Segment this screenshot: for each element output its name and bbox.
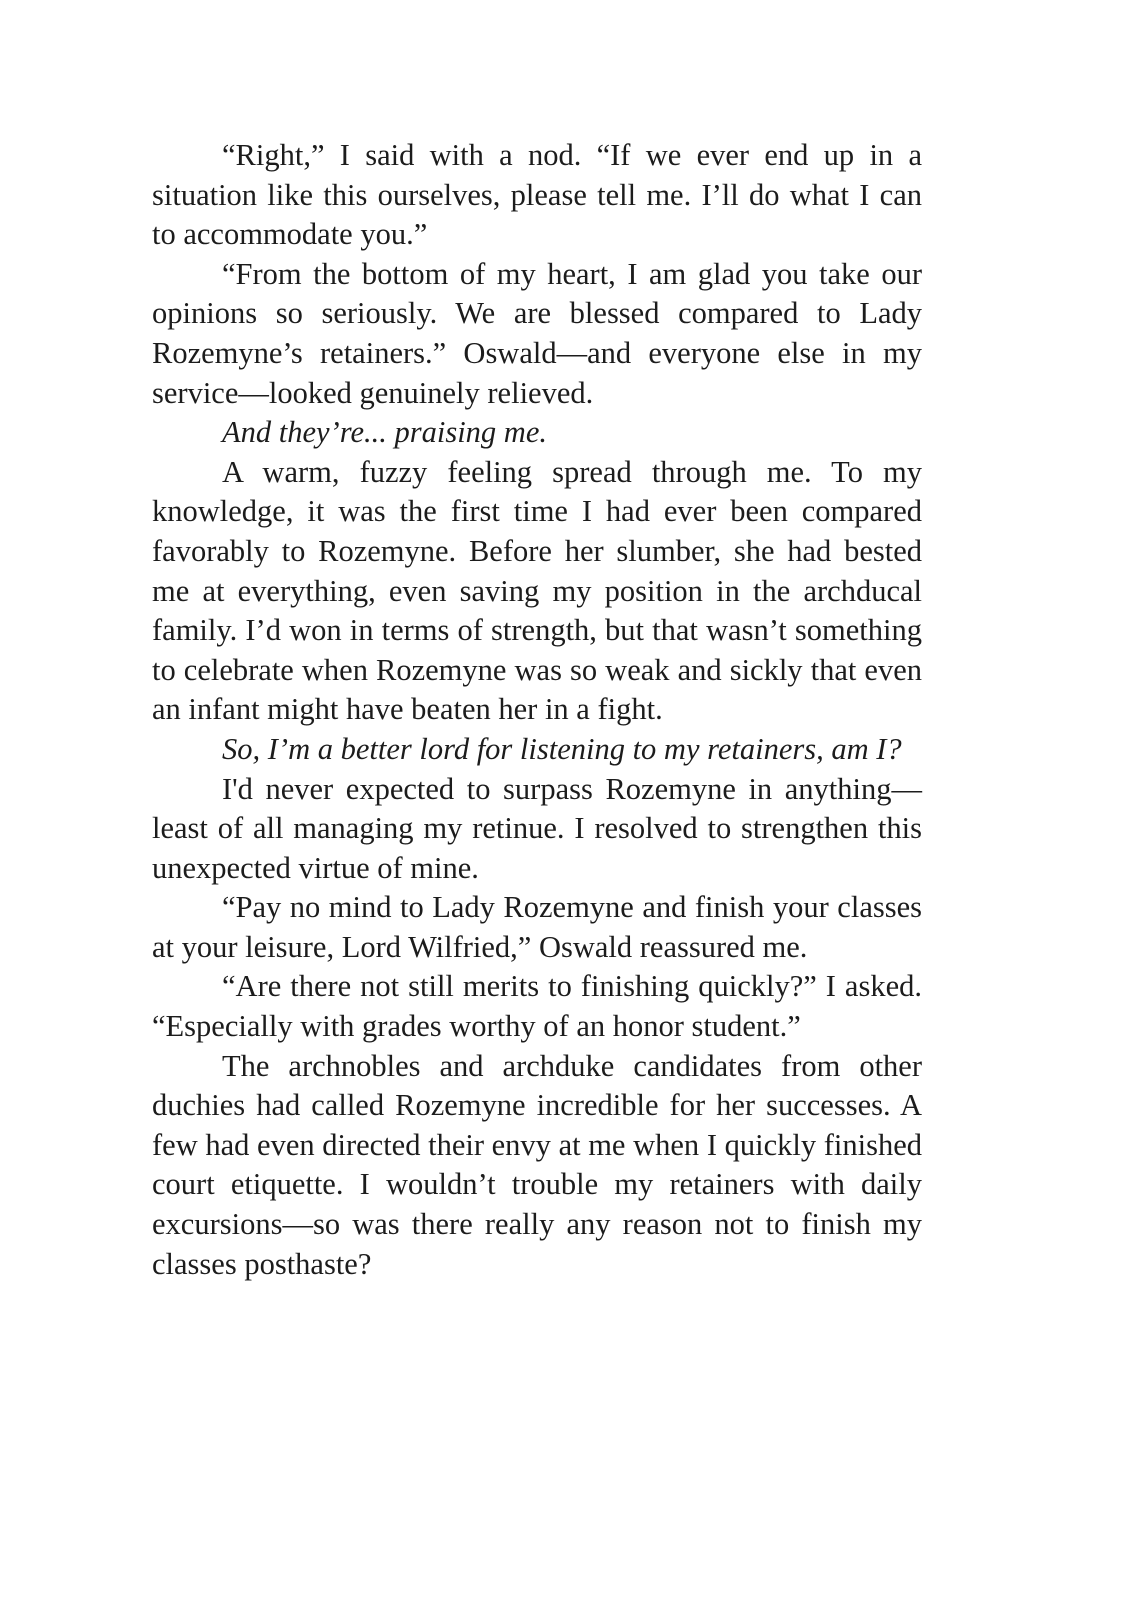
inner-thought-paragraph: So, I’m a better lord for listening to my retainers, am I?: [222, 731, 902, 766]
paragraph: “Pay no mind to Lady Rozemyne and finish your classes at your leisure, Lord Wilfried,” Oswald reassured me.: [152, 890, 922, 964]
inner-thought-paragraph: And they’re... praising me.: [222, 415, 547, 450]
paragraph: A warm, fuzzy feeling spread through me. To my knowledge, it was the first time I had ever been compared favorably to Rozemyne. Before her slumber, she had bested me at everything, even saving my position in the archducal family. I’d won in terms of strength, but that wasn’t something to celebrate when Rozemyne was so weak and sickly that even an infant might have beaten her in a fight.: [152, 454, 922, 727]
paragraph: “Are there not still merits to finishing quickly?” I asked. “Especially with grades worthy of an honor student.”: [152, 969, 922, 1044]
paragraph: I'd never expected to surpass Rozemyne in anything—least of all managing my retinue. I resolved to strengthen this unexpected virtue of mine.: [152, 771, 922, 885]
paragraph: “Right,” I said with a nod. “If we ever end up in a situation like this ourselves, please tell me. I’ll do what I can to accommodate you.”: [152, 138, 922, 252]
paragraph: “From the bottom of my heart, I am glad you take our opinions so seriously. We are blessed compared to Lady Rozemyne’s retainers.” Oswald—and everyone else in my service—looked genuinely relieved.: [152, 256, 922, 410]
paragraph: The archnobles and archduke candidates from other duchies had called Rozemyne incredible for her successes. A few had even directed their envy at me when I quickly finished court etiquette. I wouldn’t trouble my retainers with daily excursions—so was there really any reason not to finish my classes posthaste?: [152, 1048, 922, 1281]
body-text: [152, 136, 922, 1284]
